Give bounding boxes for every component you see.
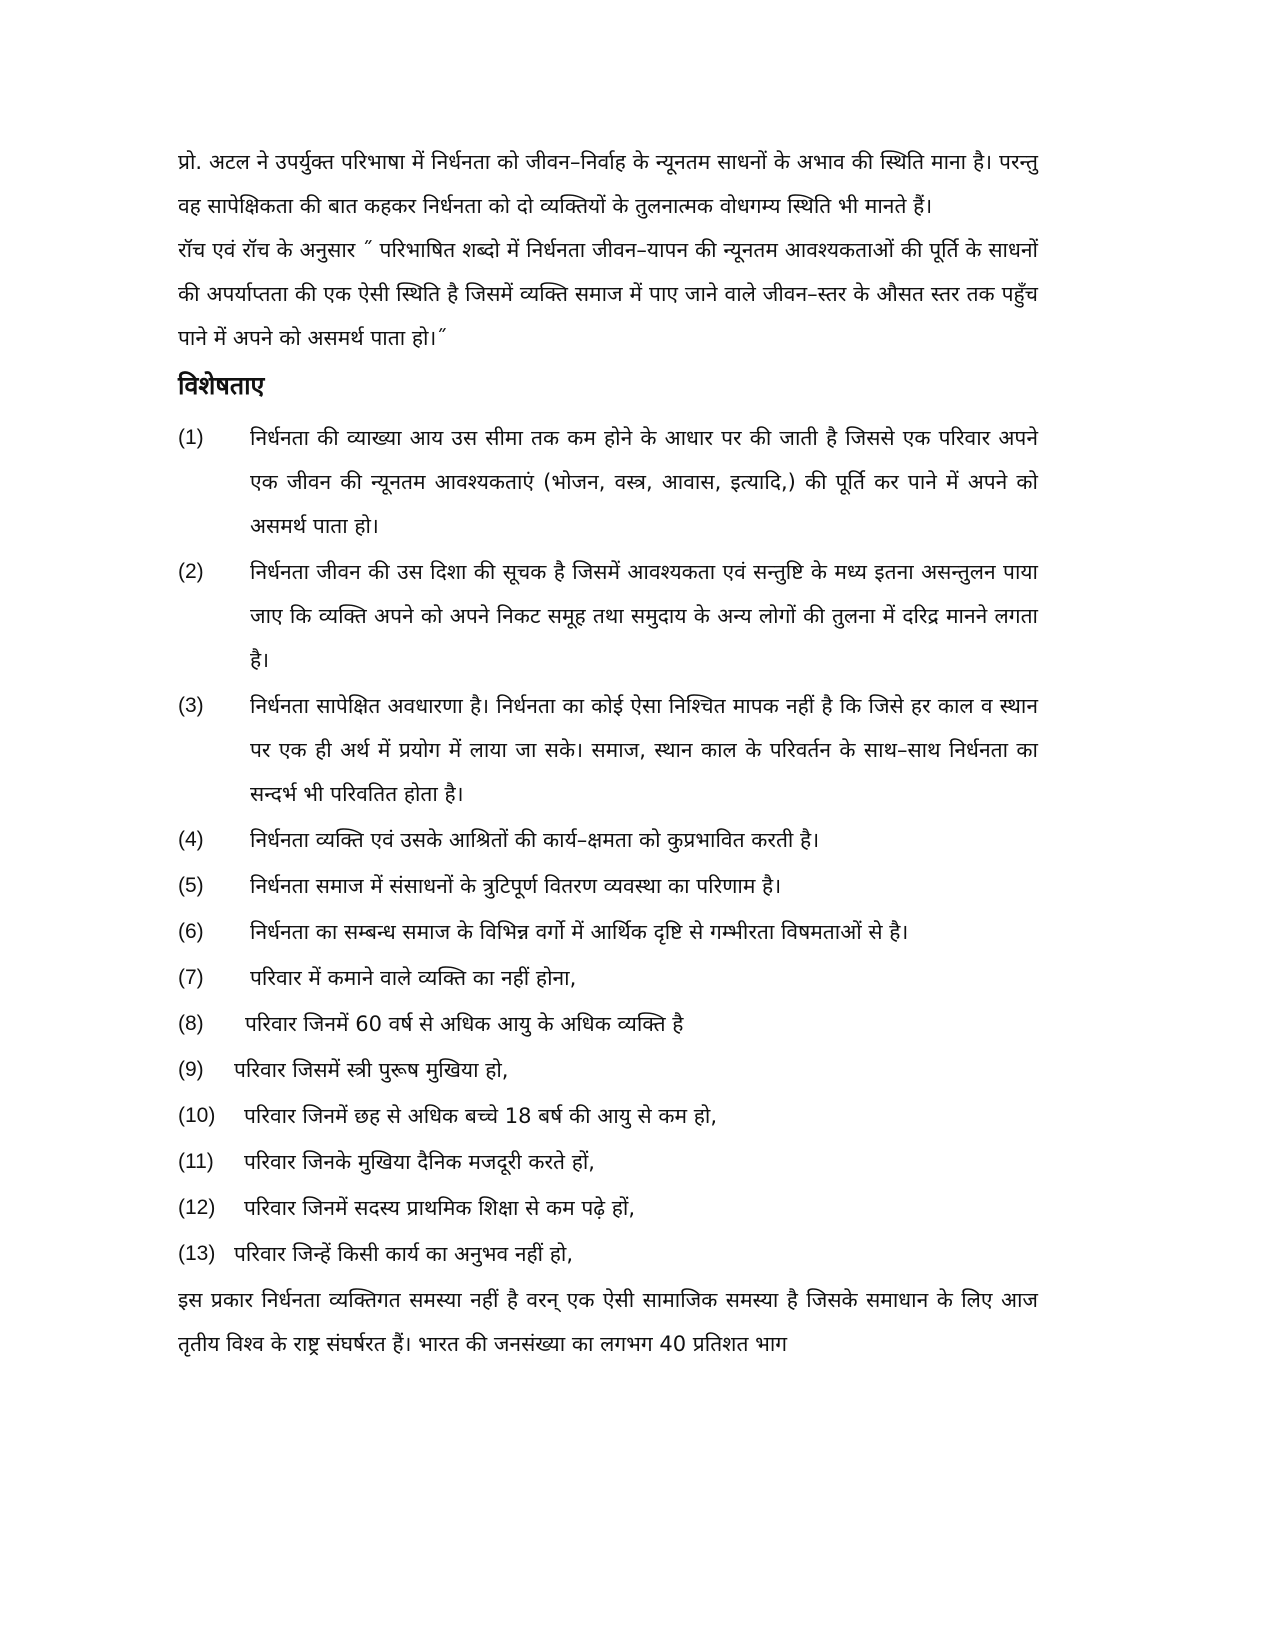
list-item-text: परिवार जिनमें सदस्य प्राथमिक शिक्षा से कम पढ़े हों, [244, 1196, 636, 1220]
list-item [178, 1094, 1038, 1138]
list-item-number: (6) [178, 920, 204, 943]
list-item [178, 1048, 1038, 1092]
list-item-number: (12) [178, 1196, 216, 1219]
list-item-number: (11) [178, 1150, 214, 1173]
list-item-text: निर्धनता की व्याख्या आय उस सीमा तक कम होने के आधार पर की जाती है जिससे एक परिवार अपने एक जीवन की न्यूनतम आवश्यकताएं (भोजन, वस्त्र, आवास, इत्यादि,) की पूर्ति कर पाने में अपने को असमर्थ पाता हो। [250, 426, 1038, 538]
list-item [178, 956, 1038, 1000]
list-item-text: परिवार जिन्हें किसी कार्य का अनुभव नहीं हो, [234, 1242, 574, 1266]
list-item [178, 550, 1038, 682]
list-item [178, 864, 1038, 908]
list-item-number: (4) [178, 828, 204, 851]
list-item-text: परिवार जिसमें स्त्री पुरूष मुखिया हो, [234, 1058, 509, 1082]
characteristics-list [178, 416, 1038, 1276]
list-item-number: (13) [178, 1242, 216, 1265]
list-item-number: (2) [178, 560, 204, 583]
list-item-text: निर्धनता का सम्बन्ध समाज के विभिन्न वर्गो में आर्थिक दृष्टि से गम्भीरता विषमताओं से है। [250, 920, 909, 944]
list-item-number: (7) [178, 966, 204, 989]
list-item [178, 1002, 1038, 1046]
list-item [178, 684, 1038, 816]
list-item-text: परिवार में कमाने वाले व्यक्ति का नहीं होना, [250, 966, 577, 990]
list-item-text: निर्धनता समाज में संसाधनों के त्रुटिपूर्ण वितरण व्यवस्था का परिणाम है। [250, 874, 782, 898]
list-item-text: परिवार जिनमें छह से अधिक बच्चे 18 बर्ष की आयु से कम हो, [244, 1104, 718, 1128]
list-item-text: निर्धनता जीवन की उस दिशा की सूचक है जिसमें आवश्यकता एवं सन्तुष्टि के मध्य इतना असन्तुलन पाया जाए कि व्यक्ति अपने को अपने निकट समूह तथा समुदाय के अन्य लोगों की तुलना में दरिद्र मानने लगता है। [250, 560, 1038, 672]
list-item-text: निर्धनता सापेक्षित अवधारणा है। निर्धनता का कोई ऐसा निश्चित मापक नहीं है कि जिसे हर काल व स्थान पर एक ही अर्थ में प्रयोग में लाया जा सके। समाज, स्थान काल के परिवर्तन के साथ–साथ निर्धनता का सन्दर्भ भी परिवतित होता है। [250, 694, 1038, 806]
list-item-number: (9) [178, 1058, 204, 1081]
list-item-number: (1) [178, 426, 204, 449]
section-heading: विशेषताए [178, 371, 265, 400]
list-item-number: (5) [178, 874, 204, 897]
list-item [178, 1186, 1038, 1230]
list-item [178, 910, 1038, 954]
list-item-text: परिवार जिनके मुखिया दैनिक मजदूरी करते हों, [244, 1150, 595, 1174]
list-item [178, 818, 1038, 862]
list-item-number: (8) [178, 1012, 204, 1035]
intro-paragraph-roach: रॉच एवं रॉच के अनुसार ˝ परिभाषित शब्दो में निर्धनता जीवन–यापन की न्यूनतम आवश्यकताओं की पूर्ति के साधनों की अपर्याप्तता की एक ऐसी स्थिति है जिसमें व्यक्ति समाज में पाए जाने वाले जीवन–स्तर के औसत स्तर तक पहुँच पाने में अपने को असमर्थ पाता हो।˝ [178, 238, 1038, 350]
list-item-text: निर्धनता व्यक्ति एवं उसके आश्रितों की कार्य–क्षमता को कुप्रभावित करती है। [250, 828, 820, 852]
closing-paragraph: इस प्रकार निर्धनता व्यक्तिगत समस्या नहीं है वरन् एक ऐसी सामाजिक समस्या है जिसके समाधान के लिए आज तृतीय विश्व के राष्ट्र संघर्षरत हैं। भारत की जनसंख्या का लगभग 40 प्रतिशत भाग [178, 1288, 1038, 1356]
list-item [178, 416, 1038, 548]
list-item-number: (10) [178, 1104, 216, 1127]
page-content [178, 140, 1038, 1366]
list-item [178, 1232, 1038, 1276]
list-item-text: परिवार जिनमें 60 वर्ष से अधिक आयु के अधिक व्यक्ति है [245, 1012, 684, 1036]
list-item [178, 1140, 1038, 1184]
intro-paragraph-atal: प्रो. अटल ने उपर्युक्त परिभाषा में निर्धनता को जीवन–निर्वाह के न्यूनतम साधनों के अभाव की स्थिति माना है। परन्तु वह सापेक्षिकता की बात कहकर निर्धनता को दो व्यक्तियों के तुलनात्मक वोधगम्य स्थिति भी मानते हैं। [178, 150, 1038, 218]
list-item-number: (3) [178, 694, 204, 717]
